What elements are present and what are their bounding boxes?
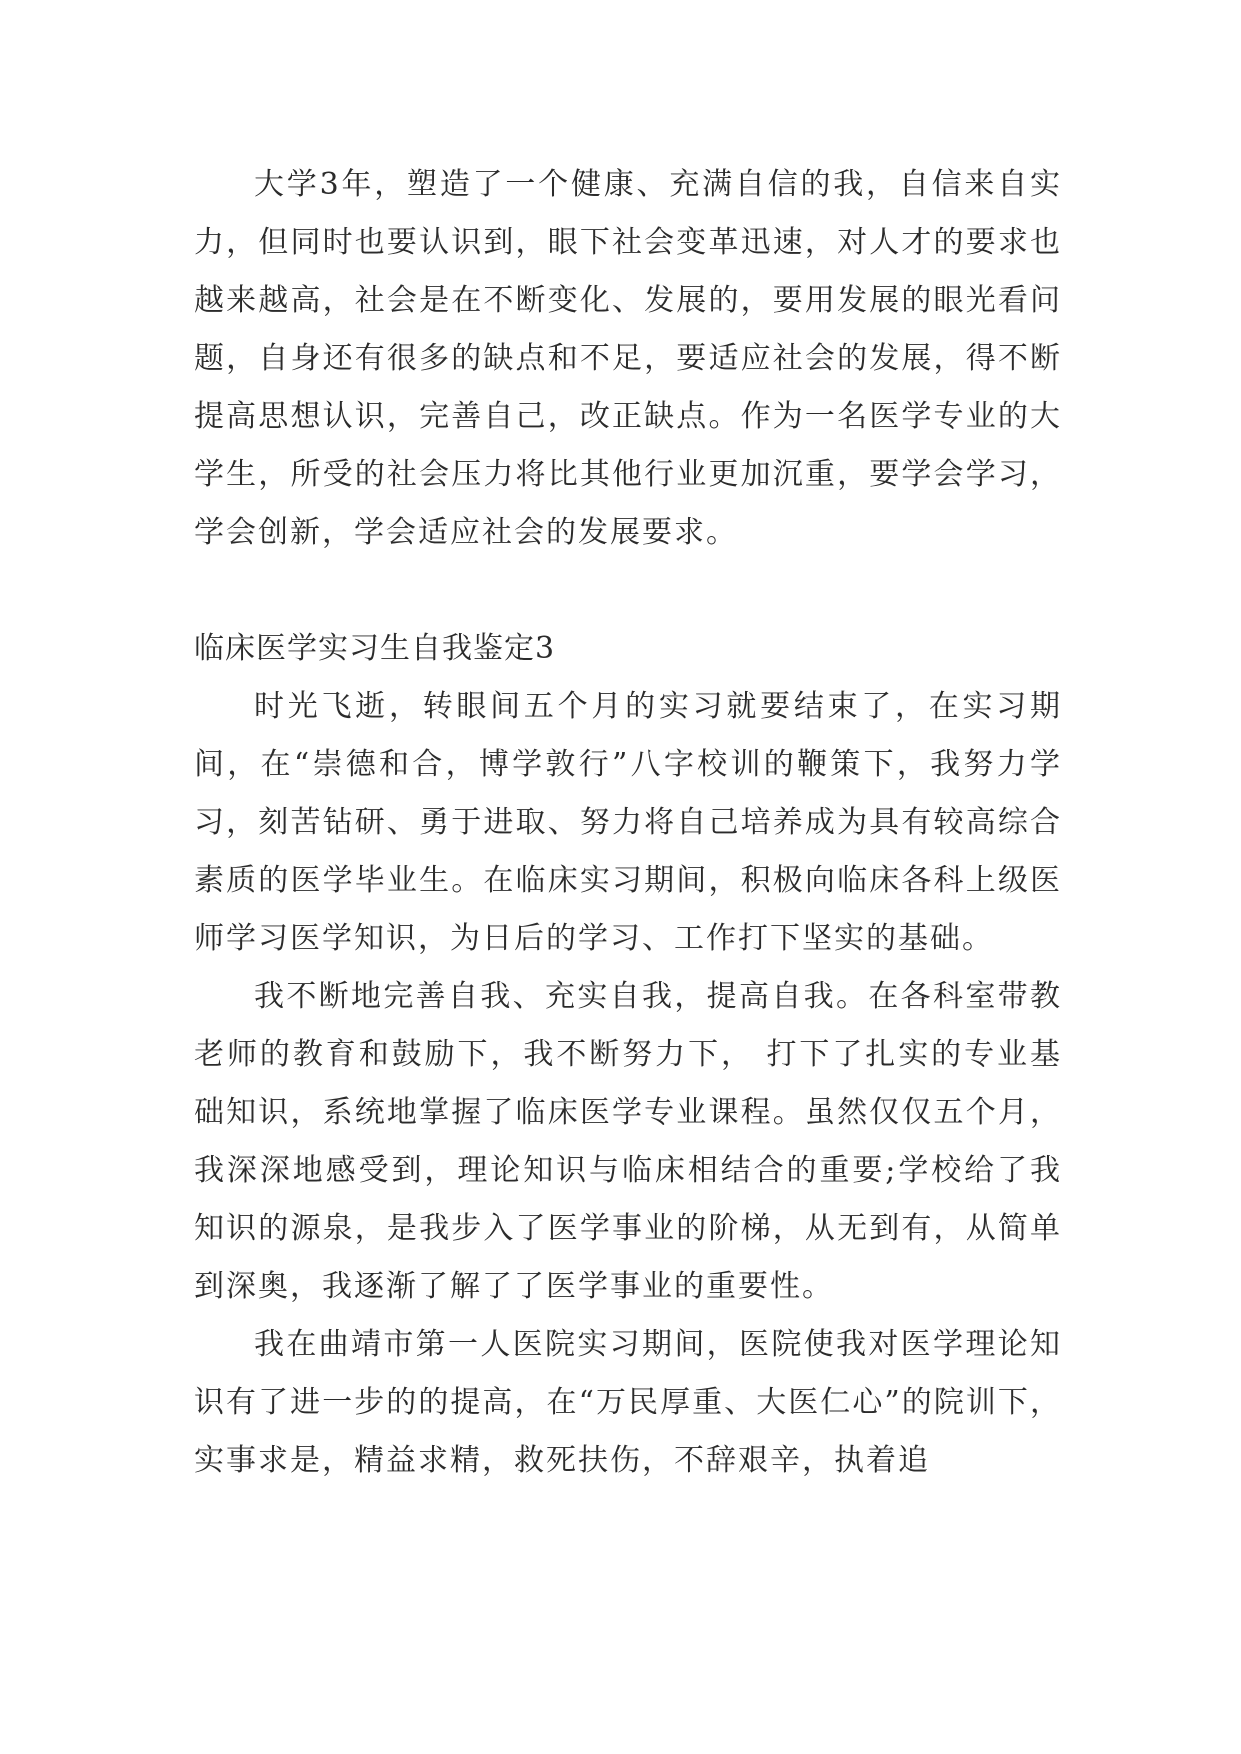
paragraph-2: 时光飞逝，转眼间五个月的实习就要结束了，在实习期间，在“崇德和合，博学敦行”八字校训的鞭策下，我努力学习，刻苦钻研、勇于进取、努力将自己培养成为具有较高综合素质的医学毕业生。在临床实习期间，积极向临床各科上级医师学习医学知识，为日后的学习、工作打下坚实的基础。	[194, 689, 1062, 956]
section-heading: 临床医学实习生自我鉴定3	[194, 631, 556, 666]
paragraph-spacer	[194, 562, 1062, 620]
paragraph-3: 我不断地完善自我、充实自我，提高自我。在各科室带教老师的教育和鼓励下，我不断努力下， 打下了扎实的专业基础知识，系统地掌握了临床医学专业课程。虽然仅仅五个月，我深深地感受到，理论知识与临床相结合的重要;学校给了我知识的源泉，是我步入了医学事业的阶梯，从无到有，从简单到深奥，我逐渐了解了了医学事业的重要性。	[194, 979, 1062, 1304]
document-body	[194, 156, 1062, 1490]
paragraph-1: 大学3年，塑造了一个健康、充满自信的我，自信来自实力，但同时也要认识到，眼下社会变革迅速，对人才的要求也越来越高，社会是在不断变化、发展的，要用发展的眼光看问题，自身还有很多的缺点和不足，要适应社会的发展，得不断提高思想认识，完善自己，改正缺点。作为一名医学专业的大学生，所受的社会压力将比其他行业更加沉重，要学会学习，学会创新，学会适应社会的发展要求。	[194, 167, 1062, 550]
paragraph-4: 我在曲靖市第一人医院实习期间，医院使我对医学理论知识有了进一步的的提高，在“万民厚重、大医仁心”的院训下，实事求是，精益求精，救死扶伤，不辞艰辛，执着追	[194, 1327, 1062, 1478]
